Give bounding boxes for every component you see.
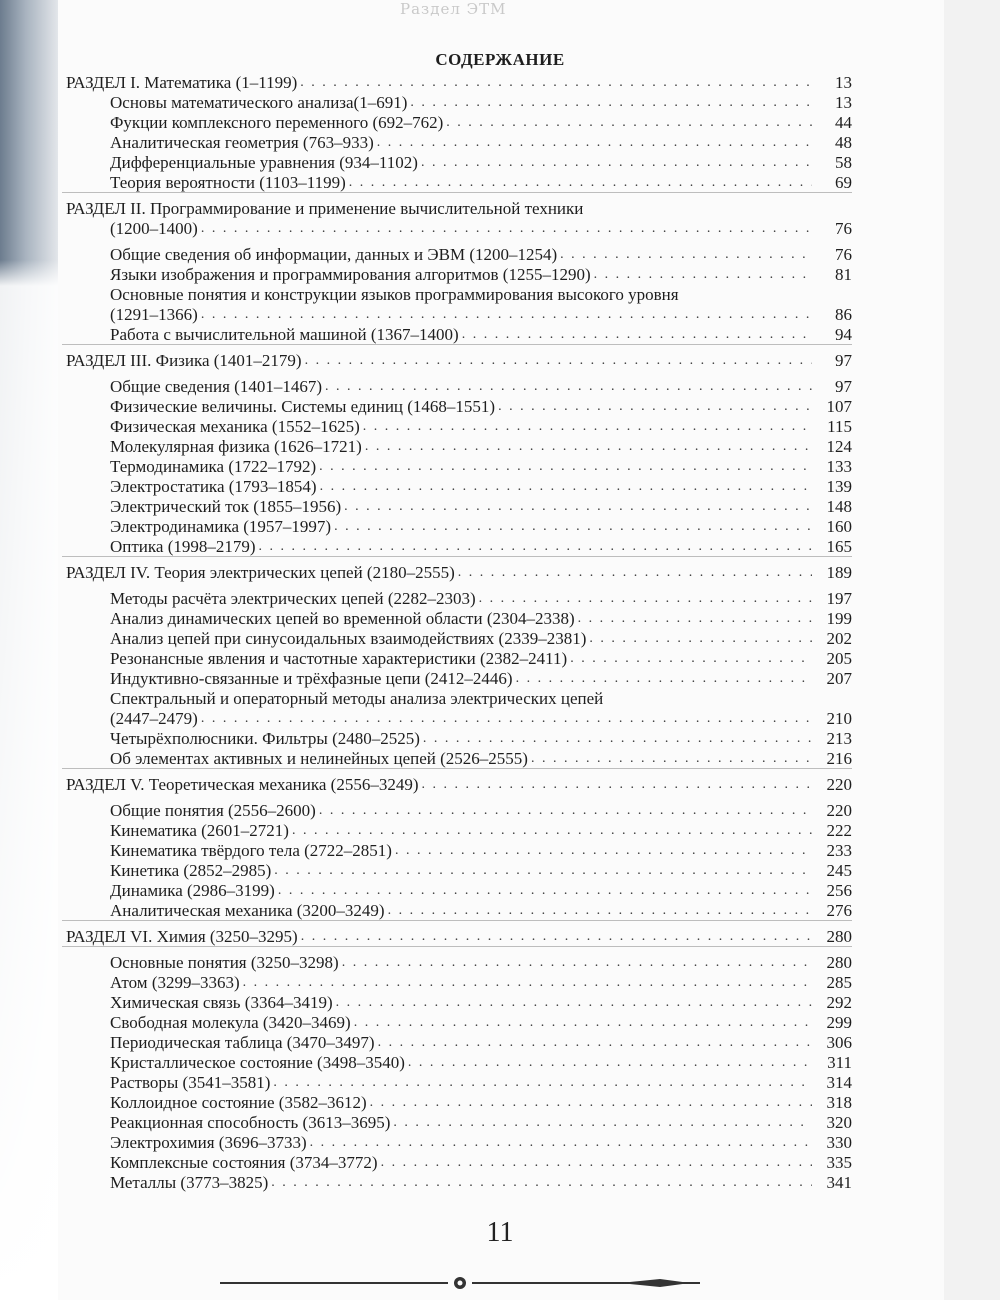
toc-entry-title: Физическая механика (1552–1625) [110, 417, 360, 436]
toc-entry-title: Работа с вычислительной машиной (1367–1400) [110, 325, 459, 344]
toc-subsection-entry [110, 589, 852, 609]
bleed-through-text: Раздел ЭТМ [400, 0, 507, 18]
toc-subsection-entry [110, 821, 852, 841]
dot-leader [325, 377, 812, 397]
toc-subsection-entry [110, 901, 852, 921]
toc-subsection-entry [110, 1013, 852, 1033]
toc-entry-page: 276 [826, 901, 852, 920]
toc-entry-page: 292 [826, 993, 852, 1012]
toc-entry-page: 148 [826, 497, 852, 516]
dot-leader [458, 563, 812, 583]
toc-entry-page: 245 [826, 861, 852, 880]
ornament-divider [220, 1276, 700, 1290]
toc-entry-page: 280 [826, 927, 852, 946]
toc-entry-title: Дифференциальные уравнения (934–1102) [110, 153, 418, 172]
dot-leader [300, 73, 812, 93]
toc-subsection-entry [110, 477, 852, 497]
toc-subsection-entry [110, 285, 679, 305]
dot-leader [560, 245, 812, 265]
toc-entry-page: 81 [835, 265, 852, 284]
toc-entry-title: Фукции комплексного переменного (692–762) [110, 113, 444, 132]
toc-entry-page: 311 [827, 1053, 852, 1072]
toc-entry-title: Аналитическая механика (3200–3249) [110, 901, 385, 920]
dot-leader [395, 841, 812, 861]
dot-leader [421, 153, 812, 173]
toc-entry-title: Анализ цепей при синусоидальных взаимодействиях (2339–2381) [110, 629, 587, 648]
dot-leader [342, 953, 812, 973]
toc-entry-title: Основы математического анализа(1–691) [110, 93, 408, 112]
toc-entry-page: 341 [826, 1173, 852, 1192]
dot-leader [393, 1113, 812, 1133]
dot-leader [570, 649, 812, 669]
toc-entry-page: 256 [826, 881, 852, 900]
page-title: СОДЕРЖАНИЕ [435, 50, 565, 69]
toc-subsection-entry [110, 537, 852, 557]
toc-entry-title: Анализ динамических цепей во временной области (2304–2338) [110, 609, 575, 628]
toc-entry-page: 233 [826, 841, 852, 860]
toc-entry-title: Кристаллическое состояние (3498–3540) [110, 1053, 405, 1072]
toc-entry-title: Электрохимия (3696–3733) [110, 1133, 307, 1152]
toc-entry-page: 205 [826, 649, 852, 668]
toc-subsection-entry [110, 881, 852, 901]
dot-leader [201, 709, 812, 729]
toc-entry-page: 76 [835, 245, 852, 264]
toc-entry-page: 115 [827, 417, 852, 436]
dot-leader [319, 801, 812, 821]
toc-entry-title: Основные понятия и конструкции языков программирования высокого уровня [110, 285, 679, 304]
dot-leader [479, 589, 812, 609]
toc-entry-title: РАЗДЕЛ V. Теоретическая механика (2556–3249) [66, 775, 419, 794]
toc-entry-page: 207 [826, 669, 852, 688]
toc-entry-page: 44 [835, 113, 852, 132]
dot-leader [516, 669, 812, 689]
toc-subsection-entry [110, 629, 852, 649]
dot-leader [278, 881, 812, 901]
toc-subsection-entry [110, 953, 852, 973]
dot-leader [201, 305, 812, 325]
dot-leader [498, 397, 812, 417]
toc-entry-title: Растворы (3541–3581) [110, 1073, 271, 1092]
toc-subsection-entry [110, 649, 852, 669]
dot-leader [319, 457, 812, 477]
dot-leader [334, 517, 812, 537]
toc-entry-page: 216 [826, 749, 852, 768]
toc-entry-page: 58 [835, 153, 852, 172]
toc-subsection-entry [110, 609, 852, 629]
toc-subsection-entry [110, 245, 852, 265]
toc-entry-title: Электрический ток (1855–1956) [110, 497, 342, 516]
toc-entry-title: Кинетика (2852–2985) [110, 861, 272, 880]
toc-subsection-entry [110, 153, 852, 173]
toc-entry-title: Индуктивно-связанные и трёхфазные цепи (2412–2446) [110, 669, 513, 688]
dot-leader [273, 1073, 812, 1093]
toc-entry-title: Кинематика твёрдого тела (2722–2851) [110, 841, 392, 860]
toc-subsection-entry [110, 219, 852, 239]
toc-subsection-entry [110, 305, 852, 325]
section-divider [62, 192, 852, 193]
toc-entry-page: 107 [826, 397, 852, 416]
toc-entry-title: РАЗДЕЛ VI. Химия (3250–3295) [66, 927, 298, 946]
toc-subsection-entry [110, 265, 852, 285]
toc-entry-page: 160 [826, 517, 852, 536]
toc-subsection-entry [110, 457, 852, 477]
dot-leader [259, 537, 812, 557]
book-spine-shadow [0, 0, 58, 1300]
toc-subsection-entry [110, 377, 852, 397]
toc-subsection-entry [110, 173, 852, 193]
dot-leader [336, 993, 812, 1013]
dot-leader [243, 973, 812, 993]
dot-leader [410, 93, 812, 113]
dot-leader [589, 629, 812, 649]
toc-entry-page: 199 [826, 609, 852, 628]
toc-entry-title: Об элементах активных и нелинейных цепей (2526–2555) [110, 749, 528, 768]
toc-subsection-entry [110, 93, 852, 113]
page-number: 11 [486, 1217, 514, 1248]
dot-leader [381, 1153, 812, 1173]
dot-leader [365, 437, 812, 457]
toc-subsection-entry [110, 729, 852, 749]
toc-subsection-entry [110, 133, 852, 153]
toc-subsection-entry [110, 1113, 852, 1133]
dot-leader [274, 861, 812, 881]
toc-subsection-entry [110, 689, 603, 709]
dot-leader [578, 609, 812, 629]
toc-entry-page: 13 [835, 73, 852, 92]
toc-entry-page: 165 [826, 537, 852, 556]
toc-subsection-entry [110, 1053, 852, 1073]
dot-leader [423, 729, 812, 749]
toc-section-entry [66, 775, 852, 795]
toc-entry-title: (2447–2479) [110, 709, 198, 728]
toc-subsection-entry [110, 1093, 852, 1113]
toc-entry-page: 86 [835, 305, 852, 324]
toc-entry-title: Комплексные состояния (3734–3772) [110, 1153, 378, 1172]
section-divider [62, 946, 852, 947]
toc-subsection-entry [110, 709, 852, 729]
dot-leader [531, 749, 812, 769]
toc-entry-page: 69 [835, 173, 852, 192]
dot-leader [344, 497, 812, 517]
toc-subsection-entry [110, 861, 852, 881]
dot-leader [594, 265, 812, 285]
toc-entry-title: Общие сведения (1401–1467) [110, 377, 322, 396]
toc-entry-title: Оптика (1998–2179) [110, 537, 256, 556]
toc-entry-page: 213 [826, 729, 852, 748]
dot-leader [377, 133, 812, 153]
toc-subsection-entry [110, 993, 852, 1013]
dot-leader [421, 775, 812, 795]
toc-subsection-entry [110, 1153, 852, 1173]
toc-entry-title: Электродинамика (1957–1997) [110, 517, 332, 536]
toc-entry-title: Языки изображения и программирования алгоритмов (1255–1290) [110, 265, 591, 284]
toc-subsection-entry [110, 801, 852, 821]
toc-entry-page: 13 [835, 93, 852, 112]
toc-entry-page: 202 [826, 629, 852, 648]
toc-entry-title: РАЗДЕЛ I. Математика (1–1199) [66, 73, 298, 92]
toc-entry-title: Основные понятия (3250–3298) [110, 953, 339, 972]
dot-leader [408, 1053, 812, 1073]
toc-entry-title: Четырёхполюсники. Фильтры (2480–2525) [110, 729, 420, 748]
dot-leader [292, 821, 812, 841]
toc-subsection-entry [110, 497, 852, 517]
toc-subsection-entry [110, 749, 852, 769]
toc-entry-title: РАЗДЕЛ III. Физика (1401–2179) [66, 351, 302, 370]
toc-entry-title: Реакционная способность (3613–3695) [110, 1113, 391, 1132]
toc-section-entry [66, 927, 852, 947]
toc-entry-title: Физические величины. Системы единиц (1468–1551) [110, 397, 496, 416]
toc-entry-title: Молекулярная физика (1626–1721) [110, 437, 362, 456]
toc-section-entry [66, 351, 852, 371]
toc-subsection-entry [110, 437, 852, 457]
section-divider [62, 556, 852, 557]
dot-leader [310, 1133, 812, 1153]
toc-entry-page: 280 [826, 953, 852, 972]
toc-entry-title: Методы расчёта электрических цепей (2282–2303) [110, 589, 476, 608]
dot-leader [271, 1173, 812, 1193]
dot-leader [446, 113, 812, 133]
toc-subsection-entry [110, 1033, 852, 1053]
dot-leader [320, 477, 812, 497]
dot-leader [201, 219, 812, 239]
toc-entry-page: 220 [826, 801, 852, 820]
toc-entry-title: РАЗДЕЛ IV. Теория электрических цепей (2180–2555) [66, 563, 455, 582]
toc-subsection-entry [110, 973, 852, 993]
toc-entry-page: 197 [826, 589, 852, 608]
toc-entry-page: 285 [826, 973, 852, 992]
toc-subsection-entry [110, 417, 852, 437]
dot-leader [370, 1093, 812, 1113]
dot-leader [354, 1013, 812, 1033]
dot-leader [378, 1033, 812, 1053]
toc-entry-page: 314 [826, 1073, 852, 1092]
toc-section-entry [66, 73, 852, 93]
toc-entry-title: (1291–1366) [110, 305, 198, 324]
toc-entry-title: Коллоидное состояние (3582–3612) [110, 1093, 367, 1112]
toc-entry-title: Свободная молекула (3420–3469) [110, 1013, 351, 1032]
toc-entry-title: Термодинамика (1722–1792) [110, 457, 317, 476]
toc-entry-page: 76 [835, 219, 852, 238]
toc-subsection-entry [110, 397, 852, 417]
dot-leader [462, 325, 812, 345]
toc-entry-title: Резонансные явления и частотные характеристики (2382–2411) [110, 649, 568, 668]
toc-entry-page: 133 [826, 457, 852, 476]
toc-entry-title: Теория вероятности (1103–1199) [110, 173, 346, 192]
dot-leader [349, 173, 812, 193]
toc-entry-title: Электростатика (1793–1854) [110, 477, 317, 496]
toc-subsection-entry [110, 1073, 852, 1093]
toc-entry-page: 306 [826, 1033, 852, 1052]
toc-subsection-entry [110, 1133, 852, 1153]
toc-entry-page: 124 [826, 437, 852, 456]
toc-entry-title: Периодическая таблица (3470–3497) [110, 1033, 375, 1052]
section-divider [62, 768, 852, 769]
toc-entry-page: 210 [826, 709, 852, 728]
toc-entry-title: Динамика (2986–3199) [110, 881, 275, 900]
toc-entry-page: 330 [826, 1133, 852, 1152]
section-divider [62, 920, 852, 921]
section-divider [62, 344, 852, 345]
toc-entry-title: Химическая связь (3364–3419) [110, 993, 333, 1012]
toc-entry-page: 220 [826, 775, 852, 794]
toc-entry-title: Металлы (3773–3825) [110, 1173, 269, 1192]
toc-entry-page: 97 [835, 377, 852, 396]
toc-entry-title: Аналитическая геометрия (763–933) [110, 133, 374, 152]
toc-entry-page: 97 [835, 351, 852, 370]
toc-entry-page: 222 [826, 821, 852, 840]
toc-entry-title: Кинематика (2601–2721) [110, 821, 289, 840]
toc-entry-page: 335 [826, 1153, 852, 1172]
toc-entry-page: 299 [826, 1013, 852, 1032]
toc-subsection-entry [110, 325, 852, 345]
toc-entry-title: (1200–1400) [110, 219, 198, 238]
toc-entry-title: Атом (3299–3363) [110, 973, 240, 992]
toc-entry-title: Спектральный и операторный методы анализа электрических цепей [110, 689, 604, 708]
toc-entry-page: 94 [835, 325, 852, 344]
dot-leader [301, 927, 812, 947]
toc-subsection-entry [110, 669, 852, 689]
dot-leader [388, 901, 812, 921]
dot-leader [305, 351, 812, 371]
toc-entry-page: 320 [826, 1113, 852, 1132]
toc-entry-page: 139 [826, 477, 852, 496]
toc-entry-page: 189 [826, 563, 852, 582]
toc-subsection-entry [110, 841, 852, 861]
toc-entry-page: 48 [835, 133, 852, 152]
toc-section-entry [66, 199, 583, 219]
dot-leader [363, 417, 812, 437]
toc-entry-title: РАЗДЕЛ II. Программирование и применение вычислительной техники [66, 199, 584, 218]
toc-subsection-entry [110, 1173, 852, 1193]
toc-section-entry [66, 563, 852, 583]
toc-entry-title: Общие сведения об информации, данных и ЭВМ (1200–1254) [110, 245, 558, 264]
toc-subsection-entry [110, 517, 852, 537]
toc-entry-page: 318 [826, 1093, 852, 1112]
toc-subsection-entry [110, 113, 852, 133]
toc-entry-title: Общие понятия (2556–2600) [110, 801, 316, 820]
